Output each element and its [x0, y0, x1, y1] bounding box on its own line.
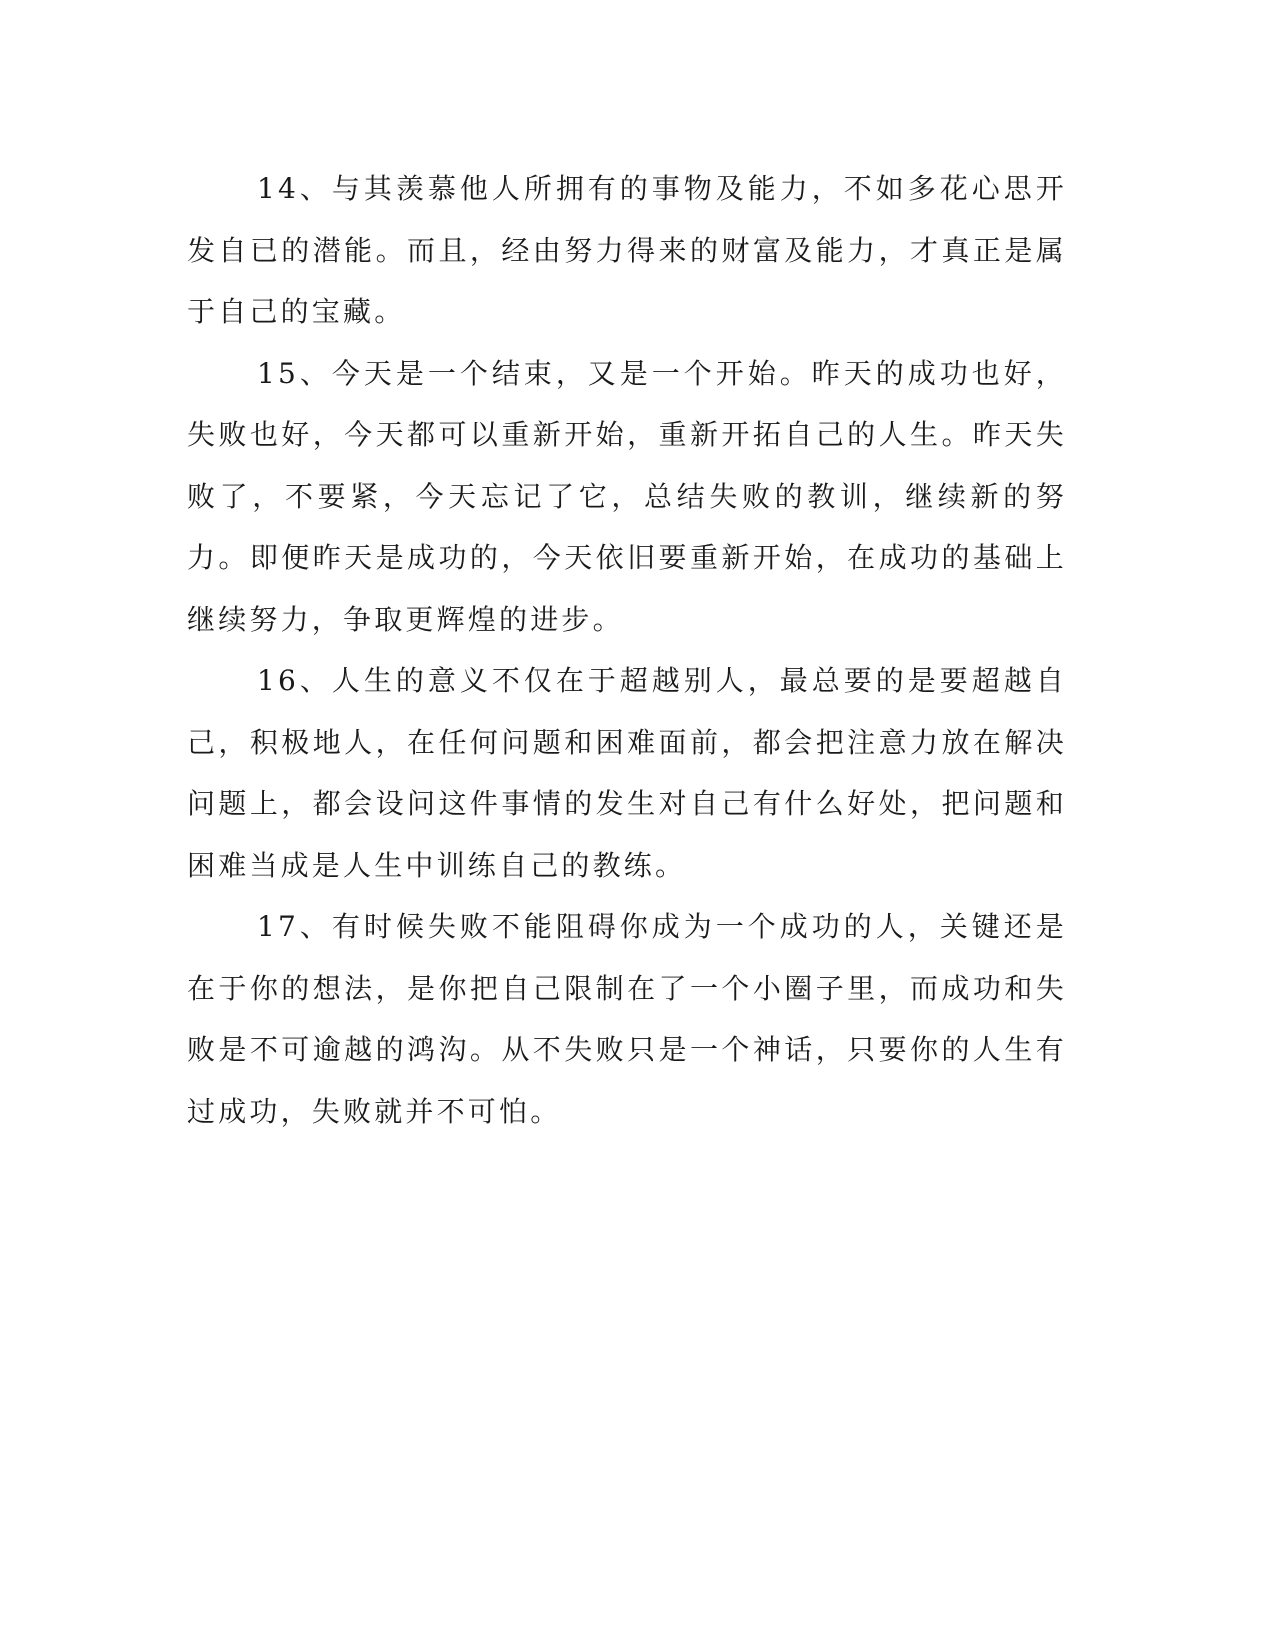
paragraph-17: 17、有时候失败不能阻碍你成为一个成功的人，关键还是在于你的想法，是你把自己限制在了一个小圈子里，而成功和失败是不可逾越的鸿沟。从不失败只是一个神话，只要你的人生有过成功，失败就并不可怕。 [187, 910, 1067, 1128]
paragraph-15: 15、今天是一个结束，又是一个开始。昨天的成功也好，失败也好，今天都可以重新开始，重新开拓自己的人生。昨天失败了，不要紧，今天忘记了它，总结失败的教训，继续新的努力。即便昨天是成功的，今天依旧要重新开始，在成功的基础上继续努力，争取更辉煌的进步。 [187, 356, 1067, 636]
document-body [187, 158, 1067, 1142]
paragraph-16: 16、人生的意义不仅在于超越别人，最总要的是要超越自己，积极地人，在任何问题和困难面前，都会把注意力放在解决问题上，都会设问这件事情的发生对自己有什么好处，把问题和困难当成是人生中训练自己的教练。 [187, 664, 1067, 882]
paragraph-14: 14、与其羡慕他人所拥有的事物及能力，不如多花心思开发自已的潜能。而且，经由努力得来的财富及能力，才真正是属于自己的宝藏。 [187, 172, 1067, 328]
